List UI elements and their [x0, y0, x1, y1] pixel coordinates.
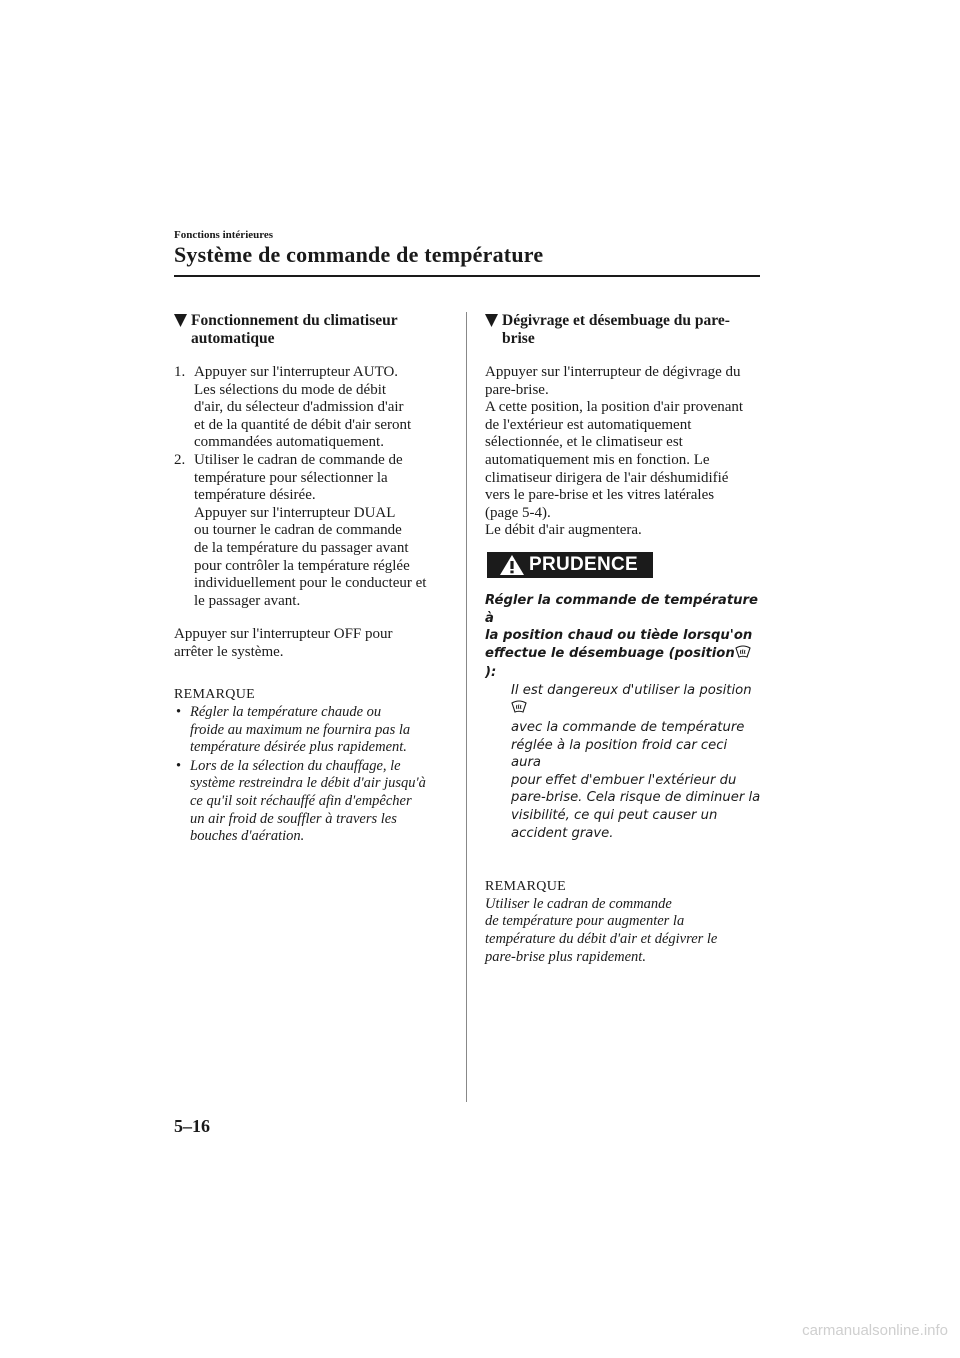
paragraph-line: A cette position, la position d'air provenant: [485, 399, 744, 416]
caution-label: PRUDENCE: [529, 554, 639, 576]
windshield-defroster-icon: [735, 645, 751, 665]
title-rule: [174, 275, 760, 277]
caution-body-line: pare-brise. Cela risque de diminuer la: [511, 790, 761, 806]
paragraph-line: pare-brise.: [485, 381, 549, 398]
list-item: [174, 452, 444, 610]
note-line: système restreindra le débit d'air jusqu'à: [190, 775, 426, 792]
paragraph-line: Appuyer sur l'interrupteur OFF pour: [174, 626, 393, 643]
section-label: Fonctions intérieures: [174, 229, 274, 241]
caution-title-text: effectue le désembuage (position: [485, 645, 735, 661]
note-text: [190, 758, 444, 846]
list-item: [174, 364, 444, 452]
caution-body-text: Il est dangereux d'utiliser la position: [511, 682, 752, 698]
caution-banner: [487, 552, 653, 578]
subsection-heading: [485, 312, 761, 348]
caution-body-line: pour effet d'embuer l'extérieur du: [511, 772, 737, 788]
note-line: froide au maximum ne fournira pas la: [190, 721, 411, 738]
paragraph-line: (page 5-4).: [485, 504, 551, 521]
step-line: le passager avant.: [194, 592, 301, 609]
note-list: [174, 704, 444, 846]
step-line: d'air, du sélecteur d'admission d'air: [194, 399, 404, 416]
caution-body-line: visibilité, ce qui peut causer un: [511, 808, 718, 824]
step-line: et de la quantité de débit d'air seront: [194, 416, 412, 433]
bullet-icon: •: [176, 704, 182, 721]
note-line: Lors de la sélection du chauffage, le: [190, 757, 401, 774]
body-paragraph: [485, 364, 761, 540]
note-text: [190, 704, 444, 757]
step-line: pour contrôler la température réglée: [194, 557, 410, 574]
step-text: [194, 452, 444, 610]
note-text: [485, 896, 761, 966]
paragraph-line: sélectionnée, et le climatiseur est: [485, 434, 683, 451]
paragraph-line: arrêter le système.: [174, 643, 284, 660]
triangle-down-icon: [485, 312, 502, 348]
caution-title-line: la position chaud ou tiède lorsqu'on: [485, 628, 753, 644]
note-line: de température pour augmenter la: [485, 913, 685, 930]
step-line: Appuyer sur l'interrupteur AUTO.: [194, 364, 399, 380]
paragraph-line: de l'extérieur est automatiquement: [485, 416, 692, 433]
caution-title-line: [485, 645, 761, 682]
caution-body-line: [511, 682, 761, 719]
step-number: 1.: [174, 364, 186, 380]
subsection-heading: [174, 312, 444, 348]
paragraph-line: Le débit d'air augmentera.: [485, 522, 642, 539]
step-line: de la température du passager avant: [194, 539, 409, 556]
column-divider: [466, 312, 467, 1102]
note-label: REMARQUE: [174, 686, 255, 702]
note-line: Régler la température chaude ou: [190, 704, 382, 721]
step-line: Appuyer sur l'interrupteur DUAL: [194, 504, 396, 521]
caution-body-line: accident grave.: [511, 825, 614, 841]
step-line: commandées automatiquement.: [194, 434, 384, 451]
paragraph-line: Appuyer sur l'interrupteur de dégivrage du: [485, 364, 741, 380]
note-item: [174, 704, 444, 757]
bullet-icon: •: [176, 757, 182, 774]
note-line: ce qu'il soit réchauffé afin d'empêcher: [190, 793, 412, 810]
step-line: température désirée.: [194, 487, 316, 504]
caution-body-line: réglée à la position froid car ceci aura: [511, 737, 728, 771]
caution-body: [511, 682, 761, 842]
right-column: [485, 312, 761, 966]
page-title: Système de commande de température: [174, 242, 544, 267]
watermark: carmanualsonline.info: [802, 1322, 948, 1339]
note-label: REMARQUE: [485, 879, 566, 895]
step-line: ou tourner le cadran de commande: [194, 522, 402, 539]
triangle-down-icon: [174, 312, 191, 348]
note-line: température désirée plus rapidement.: [190, 739, 407, 756]
paragraph-line: climatiseur dirigera de l'air déshumidifié: [485, 469, 729, 486]
note-line: bouches d'aération.: [190, 828, 305, 845]
step-list: [174, 364, 444, 610]
note-line: un air froid de souffler à travers les: [190, 810, 397, 827]
warning-icon: [499, 554, 525, 576]
step-line: Les sélections du mode de débit: [194, 381, 387, 398]
step-text: [194, 364, 444, 452]
caution-title-line: Régler la commande de température à: [485, 592, 758, 626]
note-line: température du débit d'air et dégivrer le: [485, 931, 718, 948]
windshield-defroster-icon: [511, 700, 527, 720]
note-line: Utiliser le cadran de commande: [485, 895, 672, 912]
paragraph-line: automatiquement mis en fonction. Le: [485, 451, 710, 468]
step-line: température pour sélectionner la: [194, 469, 388, 486]
left-column: [174, 312, 444, 846]
page-number: 5–16: [174, 1116, 210, 1136]
caution-title-end: ):: [485, 665, 497, 681]
note-line: pare-brise plus rapidement.: [485, 948, 646, 965]
caution-body-line: avec la commande de température: [511, 720, 745, 736]
step-line: individuellement pour le conducteur et: [194, 575, 427, 592]
subsection-heading-text: Fonctionnement du climatiseur automatique: [191, 312, 398, 347]
step-line: Utiliser le cadran de commande de: [194, 451, 403, 468]
note-item: [174, 758, 444, 846]
subsection-heading-text: Dégivrage et désembuage du pare-brise: [502, 312, 730, 347]
caution-title: [485, 592, 761, 682]
body-paragraph: [174, 626, 444, 661]
step-number: 2.: [174, 451, 186, 468]
paragraph-line: vers le pare-brise et les vitres latérales: [485, 487, 715, 504]
